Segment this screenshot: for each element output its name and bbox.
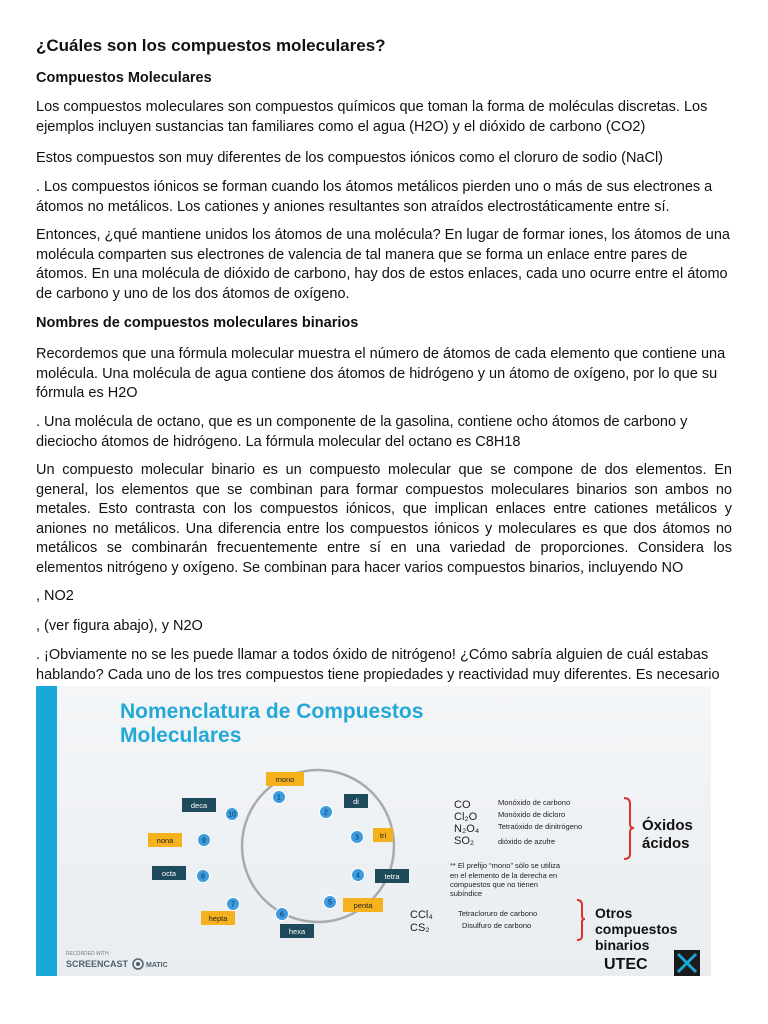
prefix-note: ** El prefijo “mono” sólo se utiliza [450,861,561,870]
other-formula: CS₂ [410,922,430,934]
prefix-number: 6 [280,911,284,919]
oxide-formula: CO [454,799,471,811]
prefix-label: deca [190,801,208,810]
nomenclature-figure [36,686,711,976]
watermark-text: MATIC [146,962,168,969]
oxide-formula: Cl₂O [454,811,478,823]
prefix-label: di [353,797,359,806]
oxide-name: Tetraóxido de dinitrógeno [498,822,583,831]
others-label: Otros [595,905,633,921]
record-dot-icon [136,962,140,966]
prefix-number: 2 [324,809,328,817]
utec-logo [604,950,700,976]
other-formula: CCl₄ [410,909,433,921]
oxides-label: Óxidos [642,817,693,834]
prefix-label: mono [275,775,295,784]
prefix-note: en el elemento de la derecha en [450,871,558,880]
prefix-label: hepta [208,914,228,923]
paragraph: , (ver figura abajo), y N2O [36,618,203,634]
others-label: compuestos [595,921,678,937]
prefix-label: tri [379,831,387,840]
prefix-label: tetra [384,872,400,881]
prefix-number: 4 [356,872,360,880]
section-heading-nombres-binarios: Nombres de compuestos moleculares binarios [36,315,359,331]
prefix-number: 7 [231,901,235,909]
prefix-number: 3 [355,834,359,842]
paragraph: . Una molécula de octano, que es un componente de la gasolina, contiene ocho átomos de carbono y dieciocho átomos de hidrógeno. La fórmula molecular del octano es C8H18 [36,414,688,450]
prefix-number: 5 [328,899,332,907]
prefix-label: octa [161,869,177,878]
logo-text: UTEC [604,956,648,973]
screencast-watermark [66,951,168,969]
others-bracket [577,900,585,940]
prefix-label: penta [353,901,373,910]
other-name: Disulfuro de carbono [462,921,532,930]
paragraph: , NO2 [36,588,74,604]
prefix-number: 1 [277,794,281,802]
oxide-name: Monóxido de carbono [498,798,571,807]
others-label: binarios [595,937,650,953]
watermark-text: SCREENCAST [66,959,129,969]
oxide-name: dióxido de azufre [498,837,556,846]
oxides-bracket [624,798,634,859]
oxide-name: Monóxido de dicloro [498,810,566,819]
prefix-note: compuestos que no tienen [450,880,538,889]
paragraph: Los compuestos moleculares son compuestos químicos que toman la forma de moléculas discretas. Los ejemplos incluyen sustancias tan familiares como el agua (H2O) y el dióxido de carbono (CO2) [36,99,708,135]
section-heading-compuestos-moleculares: Compuestos Moleculares [36,70,212,86]
oxides-label: ácidos [642,835,690,852]
prefix-number: 8 [201,873,205,881]
figure-title: Nomenclatura de Compuestos Moleculares [120,700,424,747]
paragraph: Recordemos que una fórmula molecular muestra el número de átomos de cada elemento que contiene una molécula. Una molécula de agua contiene dos átomos de hidrógeno y un átomo de oxígeno, por lo que su fórmula es H2O [36,346,726,402]
paragraph: Un compuesto molecular binario es un compuesto molecular que se compone de dos elementos. En general, los elementos que se combinan para formar compuestos moleculares binarios son ambos no metales. Esto contrasta con los compuestos iónicos, que implican enlaces entre cationes metálicos y aniones no metálicos. Una diferencia entre los compuestos iónicos y moleculares es que dos átomos no metálicos se combinarán frecuentemente entre sí en una variedad de proporciones. Considera los elementos nitrógeno y oxígeno. Se combinan para hacer varios compuestos binarios, incluyendo NO [36,462,732,576]
prefix-note: subíndice [450,889,483,898]
prefix-diagram [36,686,711,976]
prefix-number: 10 [228,811,236,819]
prefix-label: hexa [288,927,306,936]
prefix-number: 9 [202,837,206,845]
other-name: Tetracloruro de carbono [458,909,538,918]
paragraph: . ¡Obviamente no se les puede llamar a todos óxido de nitrógeno! ¿Cómo sabría alguien de cuál estabas hablando? Cada uno de los tres compuestos tiene propiedades y reactividad muy diferentes. Es necesario [36,647,720,683]
paragraph: Estos compuestos son muy diferentes de los compuestos iónicos como el cloruro de sodio (NaCl) [36,150,664,166]
paragraph: Entonces, ¿qué mantiene unidos los átomos de una molécula? En lugar de formar iones, los átomos de una molécula comparten sus electrones de valencia de tal manera que se forma un enlace entre pares de átomos. En una molécula de dióxido de carbono, hay dos de estos enlaces, cada uno ocurre entre el átomo de carbono y uno de los dos átomos de oxígeno. [36,227,730,302]
oxide-formula: N₂O₄ [454,823,480,835]
oxide-formula: SO₂ [454,835,475,847]
paragraph: . Los compuestos iónicos se forman cuando los átomos metálicos pierden uno o más de sus electrones a átomos no metálicos. Los cationes y aniones resultantes son atraídos electrostáticamente entre sí. [36,179,713,215]
watermark-text: RECORDED WITH [66,951,109,957]
prefix-label: nona [156,836,174,845]
page-title: ¿Cuáles son los compuestos moleculares? [36,36,386,55]
